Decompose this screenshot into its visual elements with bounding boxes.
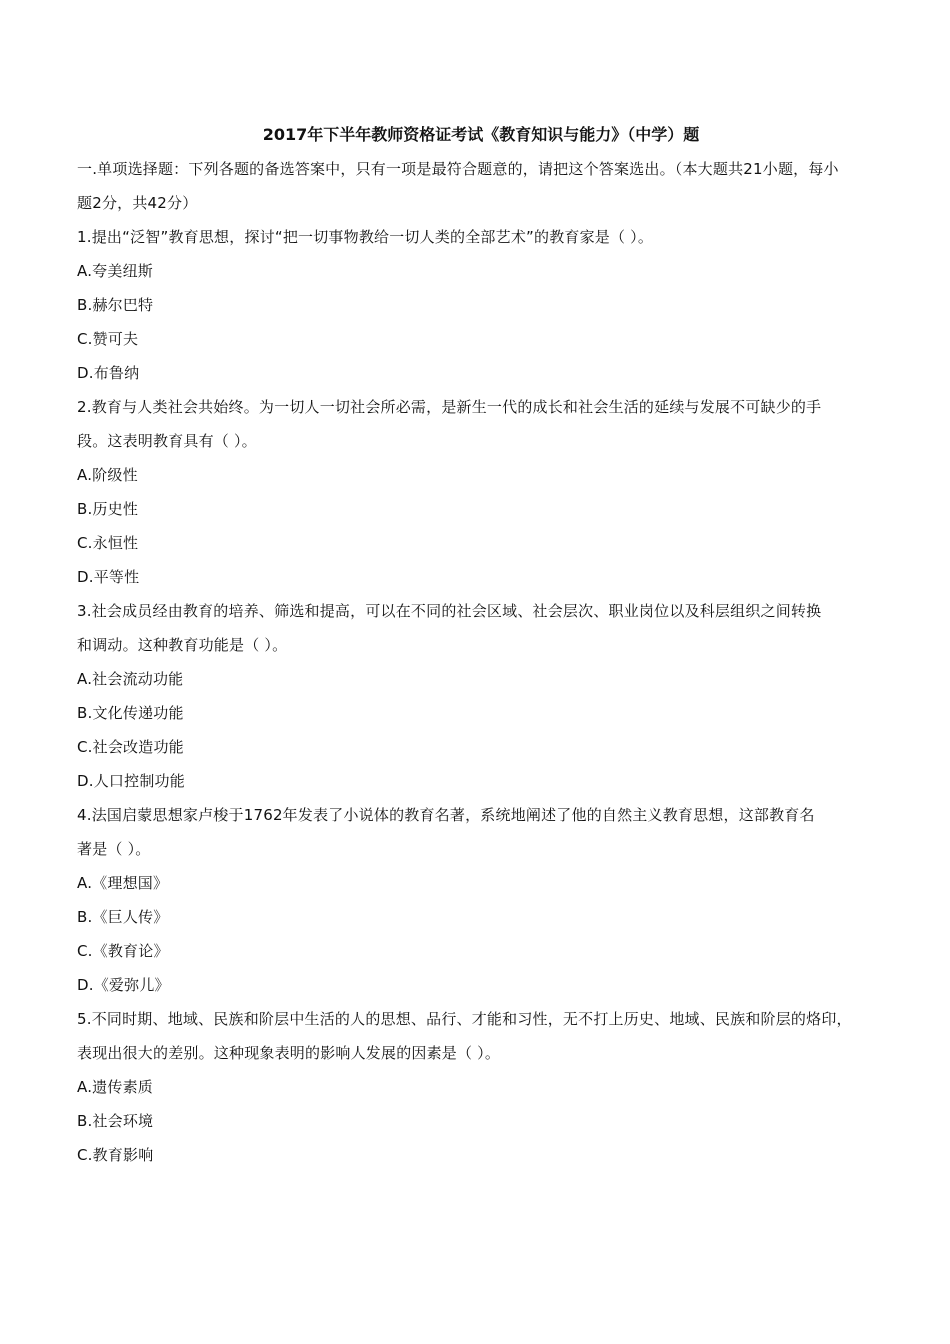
option-c: C.《教育论》 [77, 942, 169, 960]
question-stem-continued: 著是（ ）。 [77, 840, 151, 858]
option-c: C.永恒性 [77, 534, 139, 552]
option-a: A.社会流动功能 [77, 670, 184, 688]
question-stem: 5.不同时期、地域、民族和阶层中生活的人的思想、品行、才能和习性，无不打上历史、地域、民族和阶层的烙印， [77, 1010, 852, 1028]
option-d: D.布鲁纳 [77, 364, 140, 382]
question-5 [77, 1002, 885, 1172]
option-c: C.教育影响 [77, 1146, 154, 1164]
option-b: B.文化传递功能 [77, 704, 184, 722]
question-stem: 4.法国启蒙思想家卢梭于1762年发表了小说体的教育名著，系统地阐述了他的自然主义教育思想，这部教育名 [77, 806, 815, 824]
question-3 [77, 594, 885, 798]
question-stem: 3.社会成员经由教育的培养、筛选和提高，可以在不同的社会区域、社会层次、职业岗位以及科层组织之间转换 [77, 602, 822, 620]
question-stem-continued: 表现出很大的差别。这种现象表明的影响人发展的因素是（ ）。 [77, 1044, 501, 1062]
page-title: 2017年下半年教师资格证考试《教育知识与能力》（中学）题 [262, 125, 700, 144]
question-1 [77, 220, 885, 390]
option-b: B.赫尔巴特 [77, 296, 154, 314]
question-stem: 2.教育与人类社会共始终。为一切人一切社会所必需，是新生一代的成长和社会生活的延续与发展不可缺少的手 [77, 398, 822, 416]
option-d: D.《爱弥儿》 [77, 976, 170, 994]
option-c: C.赞可夫 [77, 330, 139, 348]
option-d: D.平等性 [77, 568, 140, 586]
option-d: D.人口控制功能 [77, 772, 185, 790]
option-a: A.《理想国》 [77, 874, 169, 892]
question-stem: 1.提出“泛智”教育思想，探讨“把一切事物教给一切人类的全部艺术”的教育家是（ ）。 [77, 228, 654, 246]
question-4 [77, 798, 885, 1002]
option-a: A.夸美纽斯 [77, 262, 153, 280]
document-page [77, 118, 885, 1172]
option-b: B.社会环境 [77, 1112, 154, 1130]
question-stem-continued: 段。这表明教育具有（ ）。 [77, 432, 257, 450]
option-b: B.《巨人传》 [77, 908, 169, 926]
option-b: B.历史性 [77, 500, 139, 518]
section-intro-line-2: 题2分，共42分） [77, 194, 198, 212]
option-c: C.社会改造功能 [77, 738, 184, 756]
section-intro-line-1: 一.单项选择题：下列各题的备选答案中，只有一项是最符合题意的，请把这个答案选出。（本大题共21小题，每小 [77, 160, 839, 178]
question-2 [77, 390, 885, 594]
option-a: A.遗传素质 [77, 1078, 153, 1096]
question-stem-continued: 和调动。这种教育功能是（ ）。 [77, 636, 288, 654]
option-a: A.阶级性 [77, 466, 138, 484]
